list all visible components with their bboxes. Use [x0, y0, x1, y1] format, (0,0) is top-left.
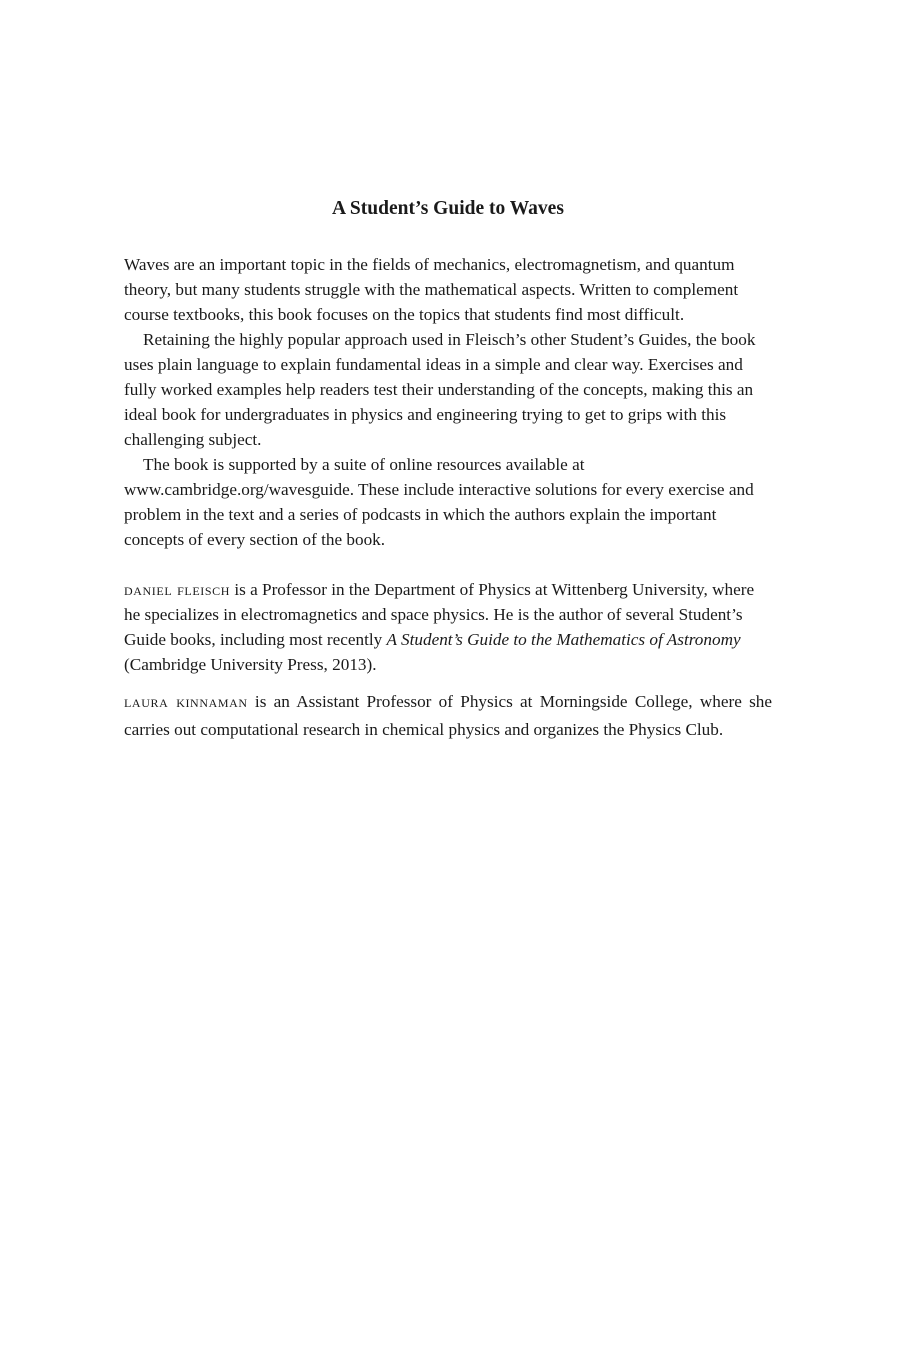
blurb-paragraph-1: Waves are an important topic in the fields of mechanics, electromagnetism, and quantum theory, but many students struggle with the mathematical aspects. Written to complement course textbooks, this book focuses on the topics that students find most difficult.	[124, 255, 739, 324]
author-name-kinnaman: laura kinnaman	[124, 692, 248, 711]
author-bio-text-kinnaman: is an Assistant Professor of Physics at Morningside College, where she carries out computational research in chemical physics and organizes the Physics Club.	[124, 692, 772, 739]
blurb-paragraph-3: The book is supported by a suite of online resources available at www.cambridge.org/wavesguide. These include interactive solutions for every exercise and problem in the text and a series of podcasts in which the authors explain the important concepts of every section of the book.	[124, 455, 754, 549]
author-bio-text-fleisch-end: (Cambridge University Press, 2013).	[124, 655, 377, 674]
book-description-page	[124, 196, 772, 743]
author-bio-fleisch	[124, 577, 772, 677]
author-bio-text-fleisch: is a Professor in the Department of Physics at Wittenberg University, where he specializes in electromagnetics and space physics. He is the author of several Student’s Guide books, including most recently	[124, 580, 755, 649]
book-blurb	[124, 252, 772, 552]
cited-book-title: A Student’s Guide to the Mathematics of Astronomy	[386, 630, 741, 649]
author-bio-kinnaman	[124, 688, 772, 743]
blurb-paragraph-2: Retaining the highly popular approach used in Fleisch’s other Student’s Guides, the book uses plain language to explain fundamental ideas in a simple and clear way. Exercises and fully worked examples help readers test their understanding of the concepts, making this an ideal book for undergraduates in physics and engineering trying to get to grips with this challenging subject.	[124, 330, 756, 449]
book-title: A Student’s Guide to Waves	[332, 198, 564, 219]
author-bios	[124, 577, 772, 743]
author-name-fleisch: daniel fleisch	[124, 580, 231, 599]
